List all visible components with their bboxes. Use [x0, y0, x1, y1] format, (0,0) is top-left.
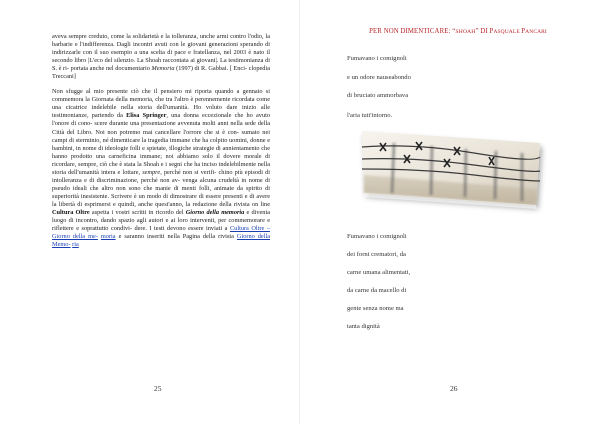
paragraph-1: aveva sempre creduto, come la solidarietà e la tolleranza, unche armi contro l'odio, la barbarie e l'indifferenza. Dagli incontri avuti con le giovani generazioni sperando di indirizzarle con il suo esempio a una scelta di pace e fratellanza, nel 2003 è nato il secondo libro |L'eco del silenzio. La Shoah raccontata ai giovani|. La testimonianza di S. è ri- portata anche nel documentario Memoria (1997) di R. Gabbai. [ Enci- clopedia Treccani] [52, 33, 270, 81]
paragraph-2: Non sfugge al mio presente ciò che il pensiero mi riporta quando a gennaio si commemora la Giornata della memoria, che tra l'altro è perennemente ricordata come una cicatrice indelebile nella storia dell'umanità. Ho voluto dare inizio alle testimonianze, partendo da Elisa Springer, una donna eccezionale che ho avuto l'onore di cono- scere durante una presentazione avvenuta molti anni nella sede della Città del Libro. Noi non potremo mai cancellare l'orrore che si è con- sumato nei campi di sterminio, né dimenticare la tragedia immane che ha colpito uomini, donne e bambini, in nome di ideologie folli e spietate, illogiche strategie di annientamento che hanno prodotto una carneficina immane; noi abbiamo solo il dovere morale di ricordare, sempre, ciò che è stata la Shoah e i segni che ha inciso indelebilmente nella storia dell'umanità intera e lottare, sempre, perché non si verifi- chino più episodi di intolleranza e di discriminazione, perché non av- venga alcuna crudeltà in nome di pseudo ideali che altro non sono che manie di menti folli, animate da spirito di superiorità inesistente. Scrivere è un modo di dimostrare di essere presenti e di avere la libertà di esprimersi e quindi, anche quest'anno, la redazione della rivista on line Cultura Oltre aspetta i vostri scritti in ricordo del Giorno della memoria e diventa luogo di incontro, dando spazio agli autori e ai loro interventi, per commemorare e riflettere e soprattutto condivi- dere. I testi devono essere inviati a Cultura Oltre – Giorno della me- moria e saranno inseriti nella Pagina della rivista Giorno della Memo- ria [52, 88, 271, 249]
header-part-5: ASQUALE [493, 29, 522, 35]
header-part-6: P [521, 28, 526, 35]
verse-line: dei forni crematori, da [347, 251, 406, 258]
verse-line: carne umana alimentati, [347, 269, 411, 276]
verse-line: da carne da macello di [347, 287, 407, 294]
poem-header [323, 28, 593, 35]
barbed-wire-photo [354, 113, 549, 227]
page-number-right: 26 [450, 384, 458, 393]
verse-line: gente senza nome ma [347, 305, 404, 312]
verse-line: Fumavano i comignoli [347, 233, 407, 240]
header-part-3: ” DI [475, 28, 490, 35]
verse-line: di bruciato ammorbava [347, 92, 409, 99]
giorno-memoria-link[interactable]: Giorno della Memo- [52, 233, 271, 249]
header-poem-title: SHOAH [455, 29, 476, 35]
page-number-left: 25 [154, 384, 162, 393]
header-part-7: ANCARI [525, 29, 547, 35]
header-part-4: P [489, 28, 494, 35]
header-part-1: PER NON DIMENTICARE: “ [369, 28, 456, 35]
left-text-column [52, 33, 270, 249]
giorno-memoria-link[interactable]: ria [72, 241, 79, 249]
verse-line: tanta dignità [347, 323, 380, 330]
right-page [300, 0, 600, 424]
giorno-memoria-link[interactable]: Cultura Oltre – Giorno della me- [52, 225, 270, 241]
verse-line: e un odore nauseabondo [347, 74, 411, 81]
giorno-memoria-link[interactable]: moria [100, 233, 116, 241]
verse-line: Fumavano i comignoli [347, 55, 407, 62]
verse-line: l'aria tutt'intorno. [347, 112, 393, 119]
